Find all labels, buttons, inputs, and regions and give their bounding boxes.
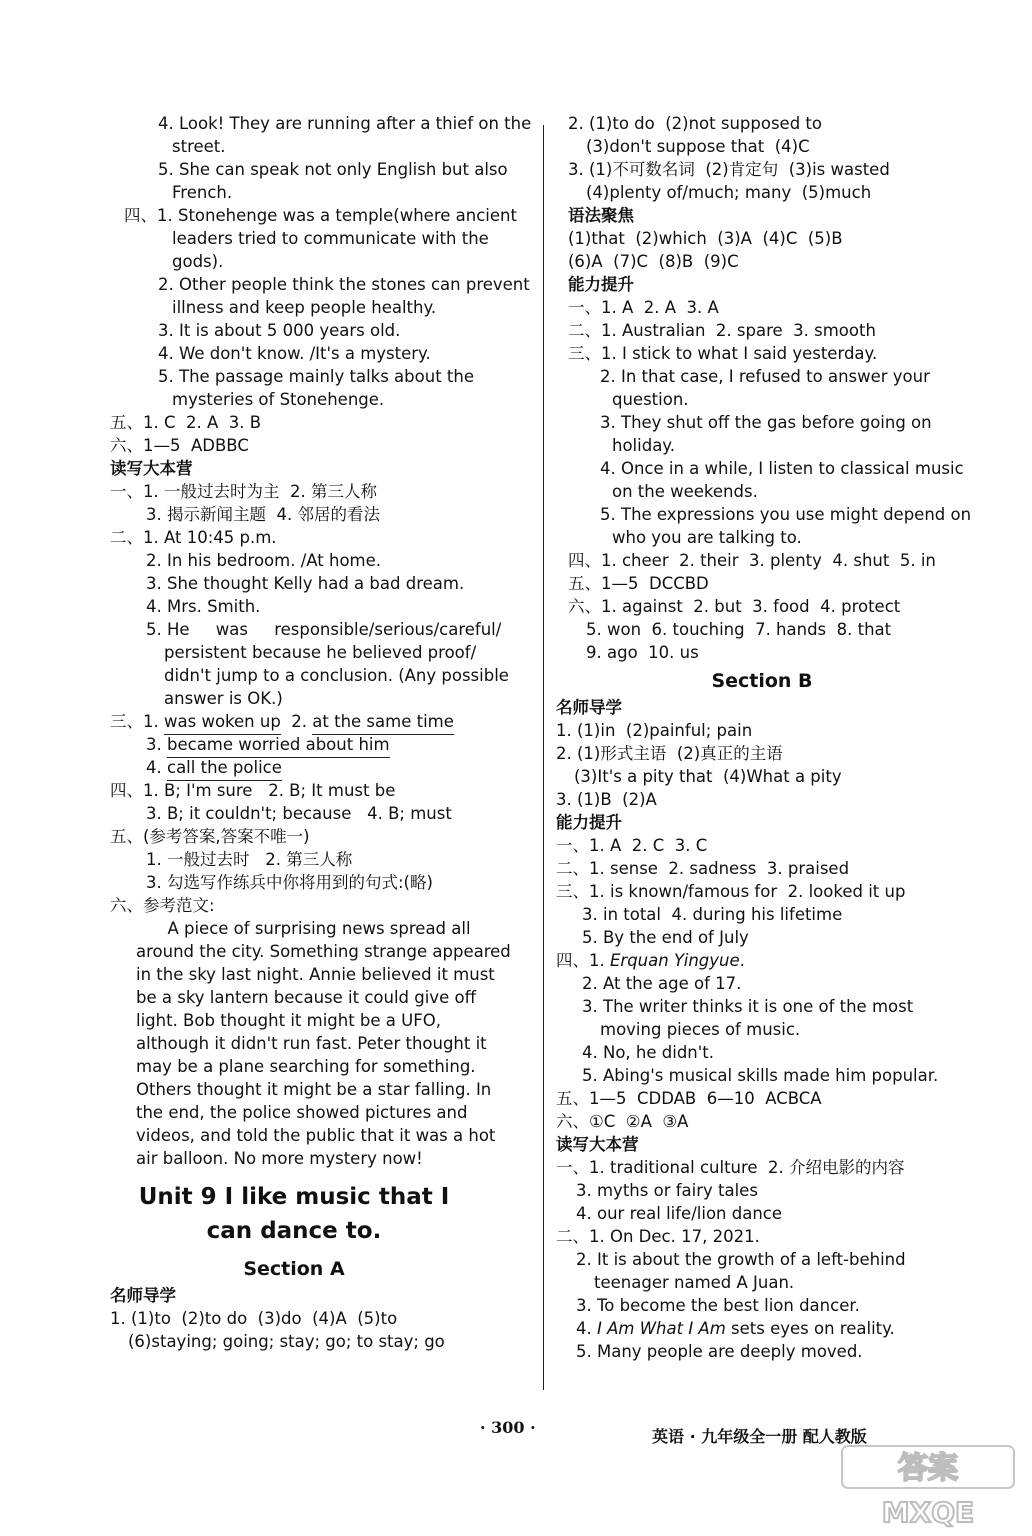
underlined-answer: at the same time	[312, 710, 454, 735]
answer-text: 3. She thought Kelly had a bad dream.	[146, 574, 465, 593]
answer-line	[556, 549, 968, 572]
answer-line	[556, 503, 972, 526]
answer-line	[556, 618, 968, 641]
section-heading: 读写大本营	[556, 1135, 639, 1154]
answer-line	[556, 227, 968, 250]
answer-text: 二、1. sense 2. sadness 3. praised	[556, 859, 850, 878]
answer-text: 五、(参考答案,答案不唯一)	[110, 827, 310, 846]
answer-text: French.	[172, 183, 233, 202]
answer-line	[556, 972, 968, 995]
answer-text: 四、1. cheer 2. their 3. plenty 4. shut 5. in	[568, 551, 936, 570]
answer-line	[110, 894, 530, 917]
answer-line	[110, 802, 530, 825]
answer-text: 2. Other people think the stones can prevent	[158, 275, 530, 294]
answer-line	[556, 388, 968, 411]
answer-line	[110, 572, 530, 595]
section-heading: 名师导学	[110, 1286, 176, 1305]
answer-text: 三、1. is known/famous for 2. looked it up	[556, 882, 906, 901]
answer-text: 3. (1)不可数名词 (2)肯定句 (3)is wasted	[568, 160, 890, 179]
answer-line	[110, 227, 530, 250]
answer-line	[556, 319, 968, 342]
underlined-answer: call the police	[167, 756, 282, 781]
underlined-answer: became worried about him	[167, 733, 390, 758]
answer-line	[110, 549, 530, 572]
left-answer-lines	[110, 112, 530, 917]
answer-line	[556, 1294, 968, 1317]
answer-line	[556, 880, 968, 903]
essay-line: be a sky lantern because it could give off	[136, 988, 476, 1007]
answer-text: 一、1. 一般过去时为主 2. 第三人称	[110, 482, 377, 501]
right-answer-lines	[556, 112, 972, 664]
essay-line: light. Bob thought it might be a UFO,	[136, 1011, 441, 1030]
answer-line	[556, 273, 968, 296]
answer-line	[556, 903, 968, 926]
answer-text: 五、1—5 DCCBD	[568, 574, 709, 593]
answer-line	[556, 1179, 968, 1202]
section-heading: 能力提升	[556, 813, 622, 832]
answer-text: who you are talking to.	[612, 528, 802, 547]
answer-text: 4. We don't know. /It's a mystery.	[158, 344, 431, 363]
answer-line	[556, 1225, 968, 1248]
answer-text: 4. our real life/lion dance	[576, 1204, 783, 1223]
answer-line	[110, 1307, 530, 1330]
answer-text: question.	[612, 390, 689, 409]
answer-text: 3. myths or fairy tales	[576, 1181, 758, 1200]
watermark-logo	[838, 1444, 1018, 1530]
answer-line	[556, 1064, 968, 1087]
section-heading: 读写大本营	[110, 459, 193, 478]
answer-line	[110, 641, 530, 664]
answer-line	[110, 595, 530, 618]
answer-text: 3. B; it couldn't; because 4. B; must	[146, 804, 452, 823]
answer-line	[556, 365, 968, 388]
answer-line	[556, 765, 968, 788]
answer-text: 一、1. A 2. A 3. A	[568, 298, 719, 317]
answer-text: 4.	[146, 758, 167, 777]
answer-line	[556, 434, 968, 457]
answer-line	[110, 756, 530, 779]
left-tail-lines	[110, 1284, 530, 1353]
answer-line	[556, 1018, 968, 1041]
answer-line	[556, 811, 968, 834]
answer-text: gods).	[172, 252, 224, 271]
answer-line	[556, 595, 968, 618]
model-essay	[136, 917, 514, 1170]
answer-text: 3. 勾选写作练兵中你将用到的句式:(略)	[146, 873, 433, 892]
answer-text: .	[739, 951, 745, 970]
answer-line	[110, 319, 530, 342]
essay-line: around the city. Something strange appeared	[136, 942, 511, 961]
answer-text: 一、1. traditional culture 2. 介绍电影的内容	[556, 1158, 905, 1177]
answer-text: 2. It is about the growth of a left-behind	[576, 1250, 906, 1269]
answer-text: 5. The expressions you use might depend on	[600, 505, 972, 524]
answer-line	[556, 719, 968, 742]
answer-text: 二、1. Australian 2. spare 3. smooth	[568, 321, 876, 340]
unit-title-line2: can dance to.	[206, 1218, 382, 1244]
answer-text: moving pieces of music.	[600, 1020, 801, 1039]
answer-text: 3.	[146, 735, 167, 754]
essay-line: Others thought it might be a star falling. In	[136, 1080, 492, 1099]
answer-line	[556, 834, 968, 857]
answer-line	[556, 1133, 968, 1156]
right-tail-lines	[556, 696, 968, 1363]
answer-text: 3. (1)B (2)A	[556, 790, 657, 809]
answer-text: 4.	[576, 1319, 597, 1338]
answer-line	[110, 135, 530, 158]
answer-line	[556, 112, 968, 135]
answer-text: 2. (1)to do (2)not supposed to	[568, 114, 822, 133]
answer-line	[110, 181, 530, 204]
answer-line	[110, 365, 530, 388]
answer-line	[110, 411, 530, 434]
section-b-title: Section B	[711, 670, 813, 692]
answer-text: 四、1.	[556, 951, 610, 970]
answer-text: sets eyes on reality.	[725, 1319, 895, 1338]
answer-text: 四、1. B; I'm sure 2. B; It must be	[110, 781, 396, 800]
answer-line	[556, 1156, 968, 1179]
answer-line	[556, 572, 968, 595]
answer-line	[110, 503, 530, 526]
svg-text:答案: 答案	[898, 1451, 958, 1486]
answer-line	[556, 857, 968, 880]
answer-line	[556, 949, 968, 972]
answer-line	[110, 1330, 530, 1353]
answer-text: 五、1. C 2. A 3. B	[110, 413, 262, 432]
underlined-answer: was woken up	[164, 710, 281, 735]
answer-text: didn't jump to a conclusion. (Any possible	[164, 666, 509, 685]
answer-line	[556, 411, 968, 434]
answer-text: 5. Abing's musical skills made him popular.	[582, 1066, 939, 1085]
answer-line	[556, 641, 968, 664]
answer-text: 2. In his bedroom. /At home.	[146, 551, 382, 570]
answer-text: 三、1.	[110, 712, 164, 731]
answer-text: 2. In that case, I refused to answer your	[600, 367, 930, 386]
right-column	[556, 112, 972, 1363]
answer-text: 六、1—5 ADBBC	[110, 436, 249, 455]
answer-text: mysteries of Stonehenge.	[172, 390, 385, 409]
answer-line	[110, 526, 530, 549]
answer-line	[556, 480, 968, 503]
answer-line	[556, 1110, 968, 1133]
left-column	[110, 112, 530, 1353]
section-heading: 语法聚焦	[568, 206, 634, 225]
answer-line	[556, 204, 968, 227]
answer-line	[556, 181, 968, 204]
answer-text: (4)plenty of/much; many (5)much	[586, 183, 872, 202]
answer-text: (6)A (7)C (8)B (9)C	[568, 252, 739, 271]
answer-line	[556, 1248, 968, 1271]
answer-line	[556, 296, 968, 319]
answer-text: 1. (1)in (2)painful; pain	[556, 721, 753, 740]
answer-text: 六、①C ②A ③A	[556, 1112, 689, 1131]
answer-text: 4. No, he didn't.	[582, 1043, 715, 1062]
answer-line	[110, 388, 530, 411]
answer-text: 1. 一般过去时 2. 第三人称	[146, 850, 353, 869]
answer-line	[110, 779, 530, 802]
answer-line	[556, 742, 968, 765]
answer-text: 5. He was responsible/serious/careful/	[146, 620, 502, 639]
essay-line: A piece of surprising news spread all	[136, 919, 471, 938]
book-info: 英语 · 九年级全一册 配人教版	[652, 1427, 867, 1446]
answer-text: street.	[172, 137, 226, 156]
answer-line	[110, 250, 530, 273]
answer-line	[110, 687, 530, 710]
answer-line	[110, 158, 530, 181]
answer-text: 2.	[280, 712, 313, 731]
answer-text: 三、1. I stick to what I said yesterday.	[568, 344, 878, 363]
answer-text: 3. in total 4. during his lifetime	[582, 905, 843, 924]
answer-text: Erquan Yingyue	[610, 951, 740, 970]
answer-line	[110, 848, 530, 871]
section-heading: 能力提升	[568, 275, 634, 294]
answer-line	[556, 995, 968, 1018]
section-a-title: Section A	[243, 1258, 345, 1280]
answer-line	[556, 250, 968, 273]
answer-text: 二、1. On Dec. 17, 2021.	[556, 1227, 760, 1246]
answer-line	[556, 1202, 968, 1225]
answer-text: 六、1. against 2. but 3. food 4. protect	[568, 597, 901, 616]
answer-text: 3. 揭示新闻主题 4. 邻居的看法	[146, 505, 380, 524]
column-divider	[543, 125, 544, 1390]
answer-line	[556, 135, 968, 158]
answer-line	[556, 457, 968, 480]
answer-text: 5. The passage mainly talks about the	[158, 367, 474, 386]
section-heading: 名师导学	[556, 698, 622, 717]
answer-line	[556, 1041, 968, 1064]
answer-text: 1. (1)to (2)to do (3)do (4)A (5)to	[110, 1309, 398, 1328]
answer-text: 3. The writer thinks it is one of the most	[582, 997, 914, 1016]
answer-line	[556, 526, 968, 549]
answer-line	[110, 112, 530, 135]
answer-text: 5. won 6. touching 7. hands 8. that	[586, 620, 892, 639]
answer-text: 六、参考范文:	[110, 896, 215, 915]
answer-text: 2. At the age of 17.	[582, 974, 742, 993]
answer-text: 5. Many people are deeply moved.	[576, 1342, 863, 1361]
answer-text: 3. To become the best lion dancer.	[576, 1296, 860, 1315]
answer-text: answer is OK.)	[164, 689, 283, 708]
answer-text: 五、1—5 CDDAB 6—10 ACBCA	[556, 1089, 822, 1108]
essay-line: air balloon. No more mystery now!	[136, 1149, 423, 1168]
answer-line	[556, 788, 968, 811]
answer-text: 一、1. A 2. C 3. C	[556, 836, 708, 855]
answer-line	[110, 273, 530, 296]
answer-line	[556, 696, 968, 719]
answer-line	[556, 1340, 968, 1363]
answer-line	[110, 480, 530, 503]
svg-text:MXQE: MXQE	[881, 1496, 975, 1529]
answer-text: (3)It's a pity that (4)What a pity	[574, 767, 842, 786]
essay-line: in the sky last night. Annie believed it must	[136, 965, 495, 984]
answer-text: I Am What I Am	[597, 1319, 726, 1338]
answer-line	[110, 1284, 530, 1307]
answer-text: 3. They shut off the gas before going on	[600, 413, 932, 432]
answer-text: 4. Look! They are running after a thief on the	[158, 114, 532, 133]
answer-text: 四、1. Stonehenge was a temple(where ancient	[124, 206, 517, 225]
answer-text: 5. By the end of July	[582, 928, 749, 947]
answer-text: 4. Mrs. Smith.	[146, 597, 261, 616]
answer-line	[110, 710, 530, 733]
answer-line	[556, 926, 968, 949]
answer-text: illness and keep people healthy.	[172, 298, 437, 317]
answer-line	[556, 342, 968, 365]
answer-text: 5. She can speak not only English but also	[158, 160, 508, 179]
answer-text: holiday.	[612, 436, 675, 455]
answer-line	[110, 825, 530, 848]
answer-line	[110, 733, 530, 756]
essay-line: may be a plane searching for something.	[136, 1057, 476, 1076]
answer-text: 4. Once in a while, I listen to classical music	[600, 459, 964, 478]
answer-text: (6)staying; going; stay; go; to stay; go	[128, 1332, 445, 1351]
answer-line	[110, 871, 530, 894]
page-number: · 300 ·	[480, 1418, 536, 1437]
answer-text: 二、1. At 10:45 p.m.	[110, 528, 277, 547]
answer-line	[110, 618, 530, 641]
essay-line: videos, and told the public that it was a hot	[136, 1126, 496, 1145]
answer-line	[556, 1087, 968, 1110]
answer-line	[110, 204, 530, 227]
answer-line	[110, 342, 530, 365]
answer-line	[556, 158, 968, 181]
answer-text: persistent because he believed proof/	[164, 643, 477, 662]
answer-text: leaders tried to communicate with the	[172, 229, 489, 248]
answer-text: (1)that (2)which (3)A (4)C (5)B	[568, 229, 843, 248]
answer-line	[110, 457, 530, 480]
unit-title-line1: Unit 9 I like music that I	[138, 1184, 450, 1210]
answer-text: 2. (1)形式主语 (2)真正的主语	[556, 744, 783, 763]
essay-line: the end, the police showed pictures and	[136, 1103, 468, 1122]
answer-line	[110, 296, 530, 319]
answer-line	[110, 434, 530, 457]
answer-text: (3)don't suppose that (4)C	[586, 137, 810, 156]
answer-text: on the weekends.	[612, 482, 758, 501]
essay-line: although it didn't run fast. Peter thought it	[136, 1034, 487, 1053]
answer-text: 3. It is about 5 000 years old.	[158, 321, 401, 340]
answer-line	[556, 1271, 968, 1294]
answer-line	[110, 664, 530, 687]
answer-text: teenager named A Juan.	[594, 1273, 795, 1292]
answer-line	[556, 1317, 968, 1340]
answer-text: 9. ago 10. us	[586, 643, 699, 662]
